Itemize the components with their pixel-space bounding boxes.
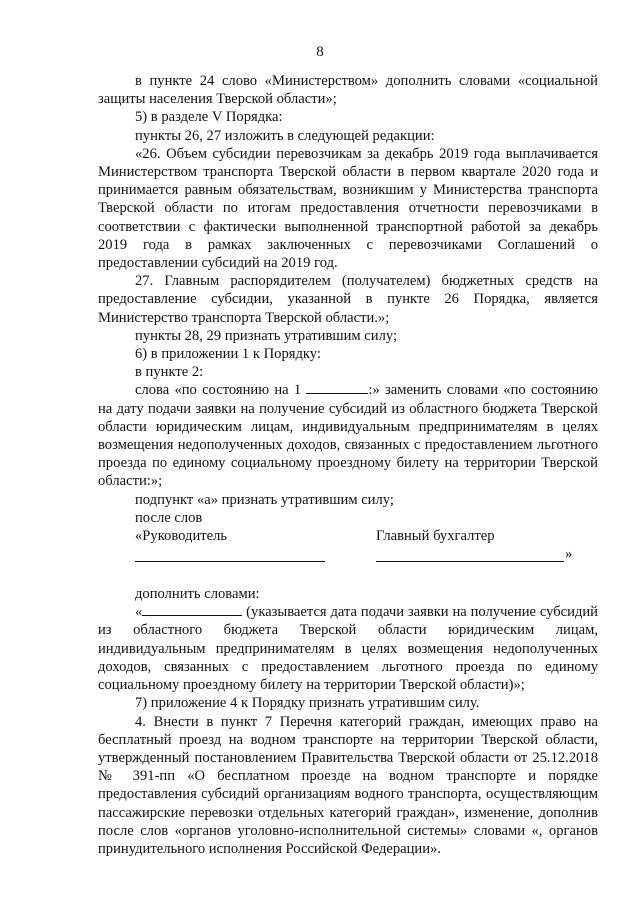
- signature-right-line: [376, 561, 564, 562]
- date-blank-line: [142, 603, 242, 616]
- date-blank-line: [306, 381, 368, 394]
- paragraph: подпункт «а» признать утратившим силу;: [135, 491, 394, 508]
- paragraph-text: (указывается дата подачи заявки на получение субсидий из областного бюджета Тверской области юридическим лицам, индивидуальным предпринимателям в целях возмещения недополученных доходов, связанных с предоставлением льготного проезда по единому социальному проездному билету на территории Тверской области)»;: [98, 604, 598, 694]
- paragraph: 6) в приложении 1 к Порядку:: [135, 346, 321, 363]
- signature-left-line: [135, 561, 325, 562]
- paragraph-text: «: [135, 604, 143, 621]
- signature-left-label: «Руководитель: [135, 528, 228, 545]
- paragraph: 5) в разделе V Порядка:: [135, 109, 283, 126]
- paragraph: [98, 381, 598, 490]
- paragraph: дополнить словами:: [135, 586, 260, 603]
- paragraph: «26. Объем субсидии перевозчикам за декабрь 2019 года выплачивается Министерством транспорта Тверской области в первом квартале 2020 года и принимается равным обязательствам, возникшим у Министерства транспорта Тверской области по итогам предоставления отчетности перевозчиками в соответствии с фактически выполненной транспортной работой за декабрь 2019 года в рамках заключенных с перевозчиками Соглашений о предоставлении субсидий на 2019 год.: [98, 145, 598, 272]
- paragraph: пункты 26, 27 изложить в следующей редакции:: [135, 127, 435, 144]
- paragraph: 4. Внести в пункт 7 Перечня категорий граждан, имеющих право на бесплатный проезд на водном транспорте на территории Тверской области, утвержденный постановлением Правительства Тверской области от 25.12.2018 № 391-пп «О бесплатном проезде на водном транспорте и порядке предоставления субсидий организациям водного транспорта, осуществляющим пассажирские перевозки отдельных категорий граждан», изменение, дополнив после слов «органов уголовно-исполнительной системы» словами «, органов принудительного исполнения Российской Федерации».: [98, 713, 598, 857]
- page-number: 8: [316, 44, 324, 60]
- signature-right-label: Главный бухгалтер: [376, 528, 495, 545]
- paragraph: пункты 28, 29 признать утратившим силу;: [135, 327, 398, 344]
- document-body: [98, 72, 598, 858]
- paragraph-text: :» заменить словами «по состоянию на дату подачи заявки на получение субсидий из областного бюджета Тверской области юридическим лицам, индивидуальным предпринимателям в целях возмещения недополученных доходов, связанных с предоставлением льготного проезда по единому социальному проездному билету на территории Тверской области:»;: [98, 382, 598, 490]
- paragraph-text: слова «по состоянию на 1: [135, 382, 302, 399]
- paragraph: после слов: [135, 509, 203, 526]
- signature-close-quote: »: [565, 546, 573, 563]
- paragraph: [98, 603, 598, 694]
- signature-block: [98, 527, 598, 585]
- paragraph: в пункте 2:: [135, 364, 204, 381]
- paragraph: 7) приложение 4 к Порядку признать утратившим силу.: [135, 695, 480, 712]
- paragraph: 27. Главным распорядителем (получателем) бюджетных средств на предоставление субсидии, указанной в пункте 26 Порядка, является Министерство транспорта Тверской области.»;: [98, 273, 598, 326]
- paragraph: в пункте 24 слово «Министерством» дополнить словами «социальной защиты населения Тверской области»;: [98, 73, 598, 108]
